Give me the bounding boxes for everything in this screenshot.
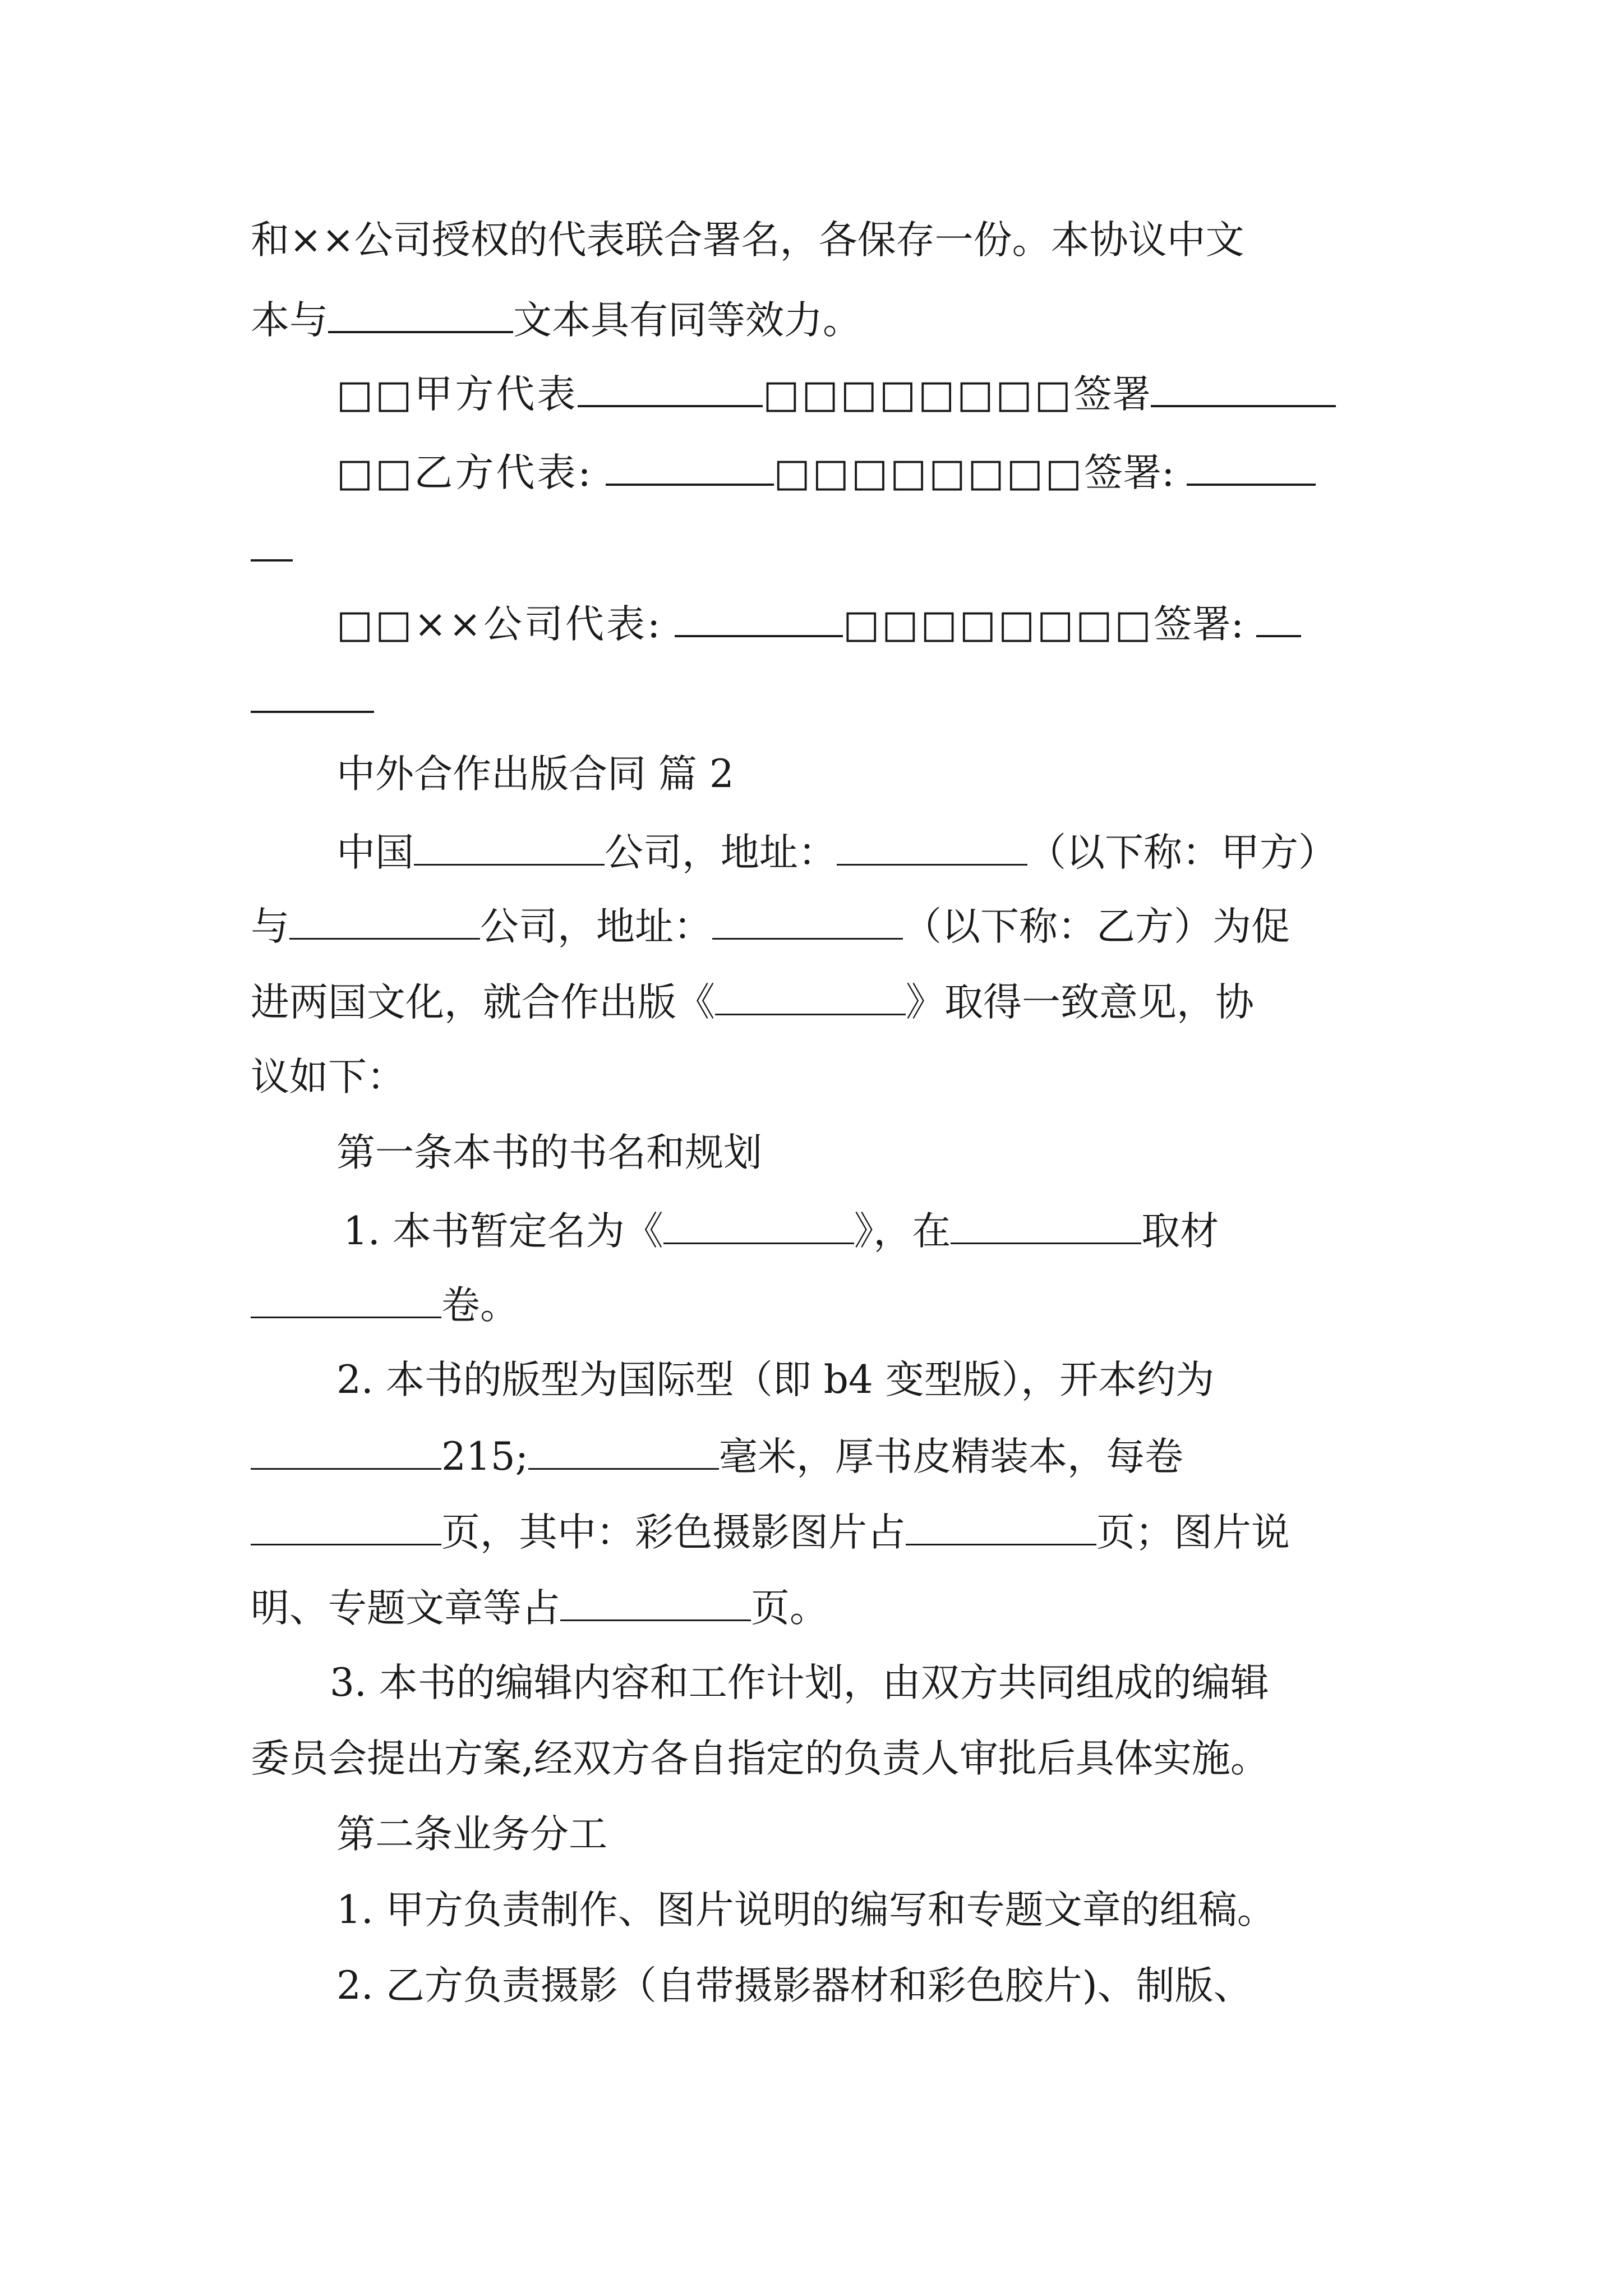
blank-field <box>1151 365 1336 407</box>
text: （以下称：甲方） <box>1027 830 1337 875</box>
signature-line-party-a <box>336 365 1458 421</box>
text: 签署: <box>1084 450 1175 495</box>
text: （以下称：乙方）为促 <box>903 904 1290 949</box>
text: □□甲方代表 <box>336 372 578 417</box>
blank-field <box>837 823 1027 866</box>
paragraph-line <box>251 1049 1372 1105</box>
list-item-cont <box>251 1731 1372 1787</box>
text: 签署 <box>1073 372 1151 417</box>
text: 中国 <box>336 830 414 875</box>
paragraph-line <box>251 291 1372 347</box>
text: 委员会提出方案,经双方各自指定的负责人审批后具体实施。 <box>251 1736 1269 1781</box>
text: 页；图片说 <box>1096 1510 1290 1555</box>
signature-line-party-b <box>336 443 1458 499</box>
text: 本与 <box>251 298 328 343</box>
text: 第二条业务分工 <box>336 1812 607 1857</box>
list-item <box>336 1882 1458 1938</box>
blank-field <box>528 1428 719 1470</box>
blank-field <box>414 823 605 866</box>
blank-field <box>715 973 906 1015</box>
list-item <box>336 1958 1458 2014</box>
blank-field <box>560 1579 751 1621</box>
blank-field <box>712 898 903 940</box>
section-heading <box>336 746 1458 802</box>
text: 取材 <box>1141 1209 1219 1254</box>
text: 毫米，厚书皮精装本，每卷 <box>718 1434 1183 1479</box>
text: □□××公司代表: <box>336 602 663 647</box>
text: 3. 本书的编辑内容和工作计划，由双方共同组成的编辑 <box>330 1660 1269 1705</box>
blank-field <box>251 1428 441 1470</box>
blank-field <box>289 898 480 940</box>
blank-field <box>251 670 374 713</box>
text: 和××公司授权的代表联合署名，各保存一份。本协议中文 <box>251 218 1244 263</box>
paragraph-line <box>251 212 1372 268</box>
list-item <box>330 1655 1451 1711</box>
list-item-cont <box>251 1428 1372 1484</box>
blank-field <box>606 443 774 486</box>
box-glyphs: □□□□□□□□ <box>773 450 1085 495</box>
text: 》，在 <box>854 1209 951 1254</box>
text: 公司，地址： <box>605 830 837 875</box>
signature-line-wrap <box>251 670 1372 726</box>
blank-field <box>1187 443 1316 486</box>
text: 明、专题文章等占 <box>251 1586 560 1631</box>
paragraph-line <box>251 898 1372 954</box>
paragraph-line <box>251 973 1372 1029</box>
text: 1. 本书暂定名为《 <box>343 1209 663 1254</box>
text: 》取得一致意见，协 <box>906 980 1254 1025</box>
list-item-cont <box>251 1579 1372 1635</box>
blank-field <box>1256 595 1301 637</box>
text: 议如下： <box>251 1055 405 1099</box>
article-title <box>336 1125 1458 1181</box>
text: 文本具有同等效力。 <box>513 298 861 343</box>
text: 卷。 <box>441 1283 519 1328</box>
text: 第一条本书的书名和规划 <box>336 1130 762 1175</box>
signature-line-company <box>336 595 1458 651</box>
text: 签署: <box>1153 602 1244 647</box>
text: 1. 甲方负责制作、图片说明的编写和专题文章的组稿。 <box>336 1888 1276 1932</box>
list-item-cont <box>251 1276 1372 1332</box>
blank-field <box>251 1276 441 1318</box>
box-glyphs: □□□□□□□□ <box>763 372 1073 417</box>
blank-field <box>578 365 763 407</box>
text: 与 <box>251 904 289 949</box>
text: 进两国文化，就合作出版《 <box>251 980 715 1025</box>
list-item-cont <box>251 1503 1372 1559</box>
paragraph-line <box>336 823 1458 880</box>
blank-field <box>663 1202 854 1244</box>
heading-text: 中外合作出版合同 篇 2 <box>336 752 734 797</box>
box-glyphs: □□□□□□□□ <box>843 602 1154 647</box>
blank-field <box>675 595 843 637</box>
text: □□乙方代表: <box>336 450 593 495</box>
text: 2. 乙方负责摄影（自带摄影器材和彩色胶片)、制版、 <box>336 1963 1252 2008</box>
blank-field <box>906 1503 1096 1545</box>
blank-field <box>251 1503 441 1545</box>
text: 页。 <box>751 1586 828 1631</box>
text: 页，其中：彩色摄影图片占 <box>441 1510 906 1555</box>
blank-field <box>328 291 513 333</box>
list-item <box>343 1202 1465 1258</box>
blank-field <box>951 1202 1141 1244</box>
list-item <box>336 1352 1458 1408</box>
article-title <box>336 1806 1458 1862</box>
signature-line-wrap <box>251 519 1372 575</box>
text: 215; <box>441 1434 528 1479</box>
text: 公司，地址： <box>480 904 712 949</box>
blank-field <box>251 519 293 562</box>
text: 2. 本书的版型为国际型（即 b4 变型版），开本约为 <box>336 1358 1215 1402</box>
